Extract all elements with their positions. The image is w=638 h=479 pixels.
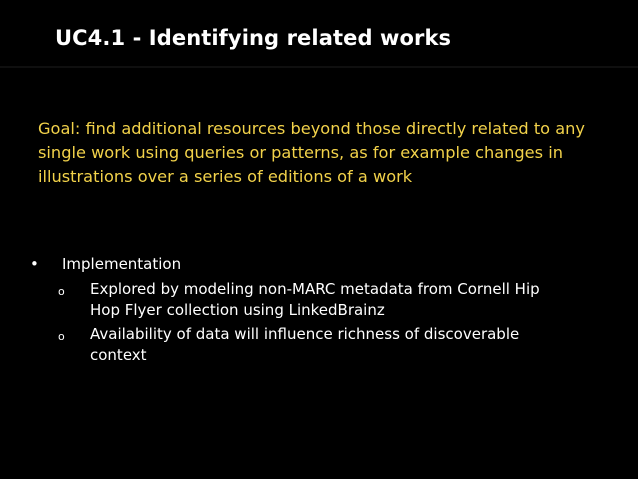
sub-bullet-item (30, 279, 570, 321)
slide-title: UC4.1 - Identifying related works (55, 26, 452, 50)
sub-bullet-marker: o (58, 285, 65, 298)
sub-bullet-item (30, 324, 570, 366)
bullet-text: Implementation (62, 255, 182, 273)
sub-bullet-text: Explored by modeling non-MARC metadata from Cornell Hip Hop Flyer collection using LinkedBrainz (90, 280, 540, 319)
bullet-list (30, 253, 610, 369)
sub-bullet-list (30, 279, 610, 366)
sub-bullet-marker: o (58, 330, 65, 343)
bullet-marker: • (30, 255, 39, 273)
title-divider (0, 66, 638, 68)
bullet-item-implementation (30, 253, 610, 275)
goal-text: Goal: find additional resources beyond those directly related to any single work using queries or patterns, as for example changes in illustrations over a series of editions of a work (38, 119, 585, 186)
sub-bullet-text: Availability of data will influence richness of discoverable context (90, 325, 520, 364)
